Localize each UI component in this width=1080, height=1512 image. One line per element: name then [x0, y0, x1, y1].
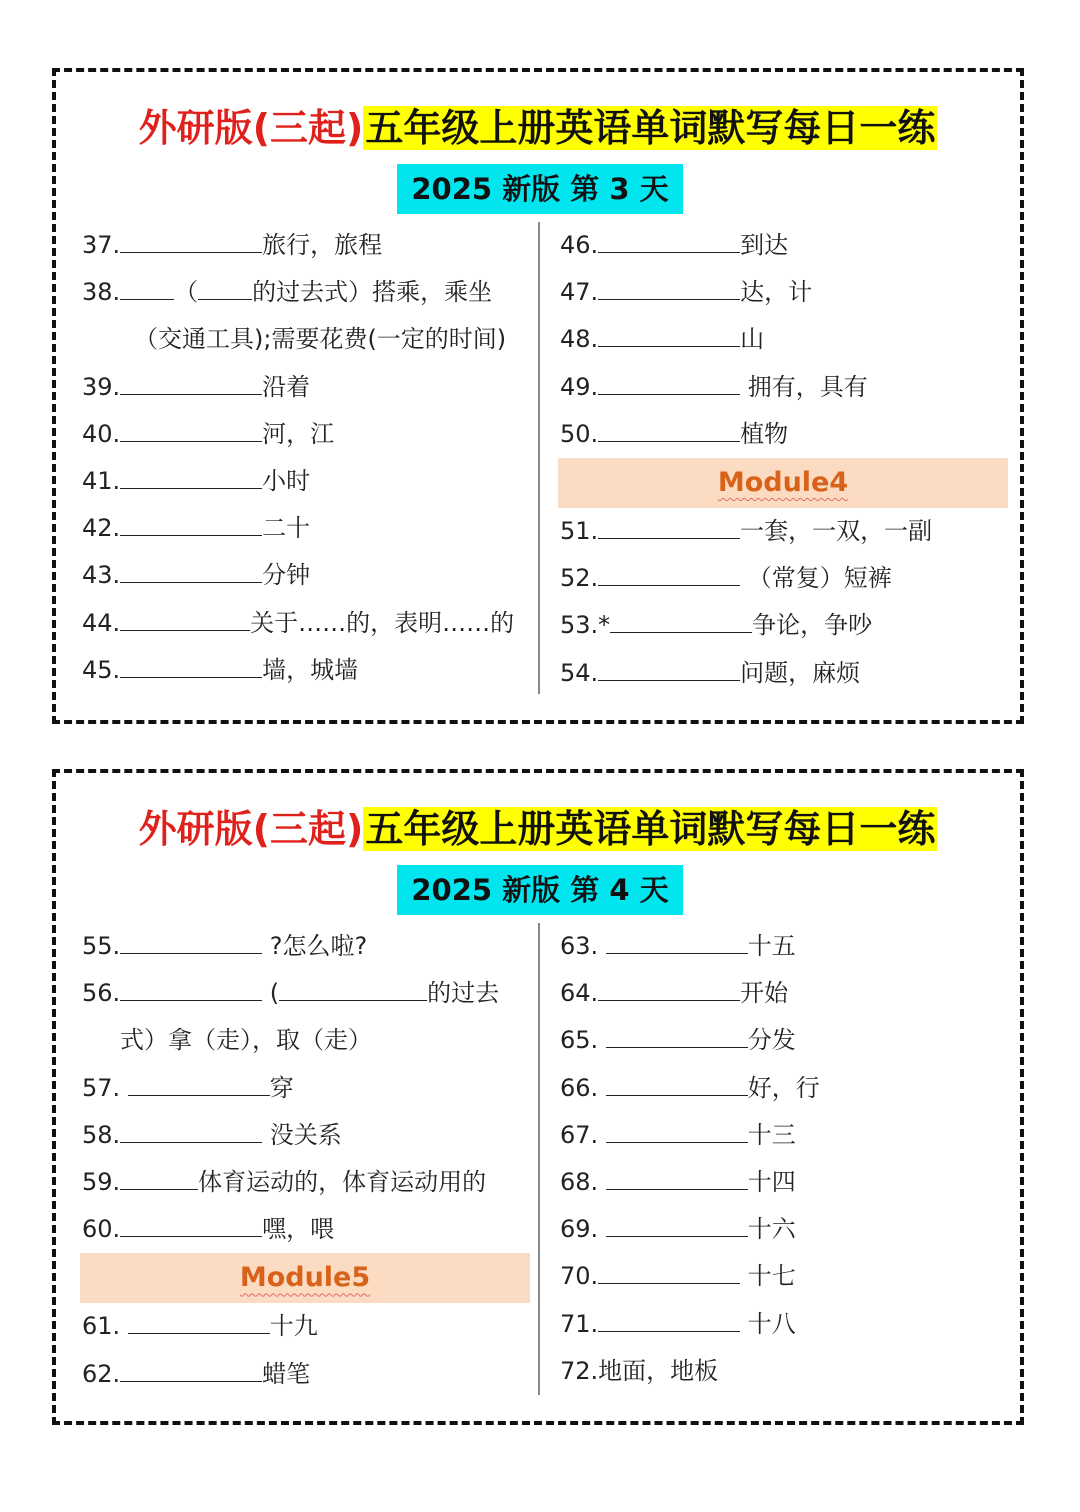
list-item: 62. 蜡笔 — [82, 1359, 311, 1388]
day-badge: 2025 新版 第 3 天 — [397, 164, 683, 214]
list-item: 39. 沿着 — [82, 372, 311, 401]
list-item: 68. 十四 — [560, 1167, 796, 1196]
list-item: 38. （ 的过去式）搭乘，乘坐 — [82, 278, 493, 307]
worksheet-title: 外研版(三起)五年级上册英语单词默写每日一练 — [138, 807, 936, 851]
list-item: 49. 拥有，具有 — [560, 372, 868, 401]
list-item: 51. 一套，一双，一副 — [560, 516, 933, 545]
list-item: 59. 体育运动的，体育运动用的 — [82, 1167, 487, 1196]
list-item: 66. 好，行 — [560, 1073, 820, 1102]
list-item: 54. 问题，麻烦 — [560, 658, 861, 687]
list-item-continuation: 式）拿（走），取（走） — [120, 1026, 372, 1055]
right-column — [560, 923, 1006, 1395]
list-item: 58. 没关系 — [82, 1120, 342, 1149]
column-divider — [538, 923, 540, 1395]
list-item: 47. 达，计 — [560, 278, 813, 307]
list-item: 64. 开始 — [560, 979, 789, 1008]
worksheet-day3 — [52, 68, 1024, 724]
list-item: 55. ?怎么啦? — [82, 932, 368, 960]
list-item: 44. 关于……的，表明……的 — [82, 608, 515, 637]
left-column — [82, 923, 528, 1398]
list-item: 43. 分钟 — [82, 561, 311, 590]
list-item: 41. 小时 — [82, 466, 311, 495]
list-item: 72.地面，地板 — [560, 1356, 719, 1385]
list-item: 71. 十八 — [560, 1309, 796, 1338]
list-item: 69. 十六 — [560, 1215, 796, 1244]
list-item: 57. 穿 — [82, 1073, 294, 1102]
list-item: 61. 十九 — [82, 1312, 318, 1341]
list-item: 40. 河，江 — [82, 419, 335, 448]
list-item-continuation: （交通工具);需要花费(一定的时间) — [134, 325, 507, 354]
list-item: 46. 到达 — [560, 231, 789, 259]
module-heading: Module4 — [558, 458, 1008, 508]
left-column — [82, 222, 528, 694]
list-item: 45. 墙，城墙 — [82, 655, 359, 684]
column-divider — [538, 222, 540, 694]
list-item: 42. 二十 — [82, 514, 311, 543]
list-item: 56. ( 的过去 — [82, 979, 500, 1008]
list-item: 65. 分发 — [560, 1026, 796, 1055]
list-item: 37. 旅行，旅程 — [82, 231, 383, 259]
list-item: 67. 十三 — [560, 1120, 796, 1149]
module-heading: Module5 — [80, 1253, 530, 1303]
list-item: 63. 十五 — [560, 932, 796, 960]
list-item: 60. 嘿，喂 — [82, 1215, 335, 1244]
right-column — [560, 222, 1006, 697]
worksheet-title: 外研版(三起)五年级上册英语单词默写每日一练 — [138, 106, 936, 150]
list-item: 70. 十七 — [560, 1262, 796, 1291]
worksheet-day4 — [52, 769, 1024, 1425]
list-item: 50. 植物 — [560, 419, 789, 448]
list-item: 52. （常复）短裤 — [560, 564, 892, 593]
list-item: 53.* 争论，争吵 — [560, 611, 873, 640]
day-badge: 2025 新版 第 4 天 — [397, 865, 683, 915]
list-item: 48. 山 — [560, 325, 765, 354]
